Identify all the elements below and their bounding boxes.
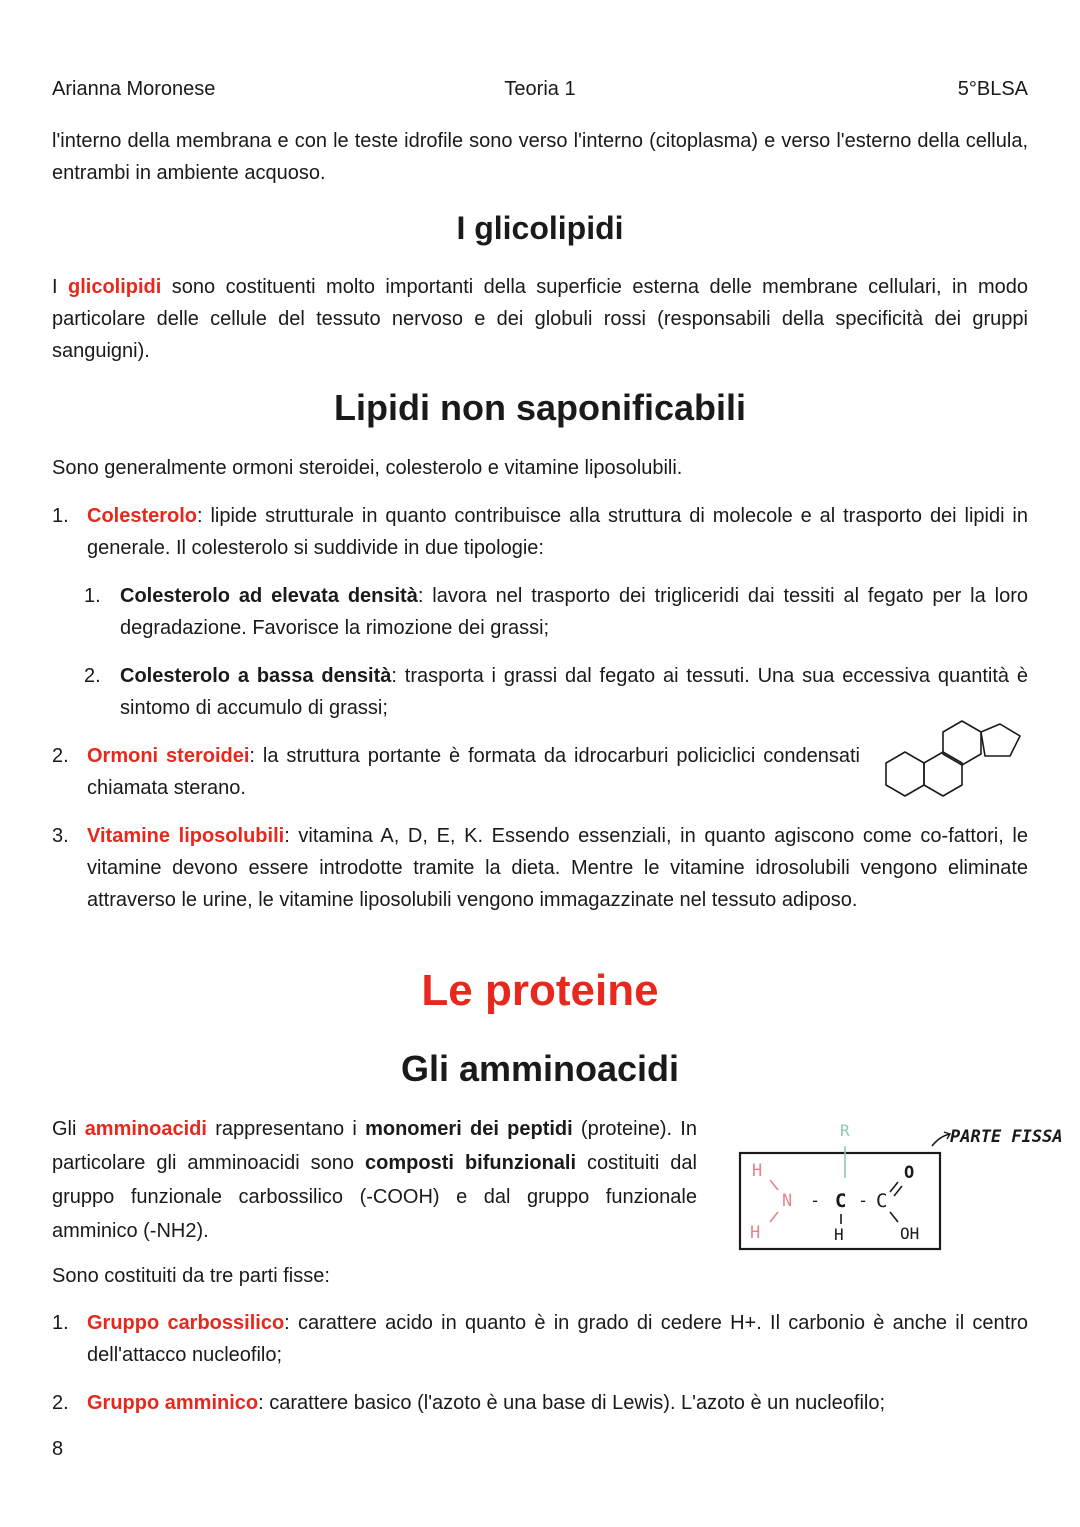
c-carboxyl-label: C [876,1190,888,1212]
proteine-item-2-num: 2. [52,1392,69,1414]
r-label: R [840,1121,850,1140]
sub-item-2-num: 2. [84,665,101,687]
carbossilico-text: : carattere acido in quanto è in grado di cedere H+. Il carbonio è anche il centro dell'attacco nucleofilo; [87,1312,1028,1366]
glicolipidi-p-start: I [52,276,68,298]
h-top-label: H [752,1161,763,1181]
amminoacidi-p1-mid: rappresentano i [206,1118,366,1140]
lipidi-item-3 [87,820,1028,916]
h-bottom-label: H [750,1223,761,1243]
lipidi-item-2-num: 2. [52,745,69,767]
hdl-term: Colesterolo ad elevata densità [120,585,418,607]
vitamine-term: Vitamine liposolubili [87,825,285,847]
amino-acid-structure-drawing [736,1118,1070,1254]
lipidi-item-1-num: 1. [52,505,69,527]
ormoni-term: Ormoni steroidei [87,745,250,767]
header-author: Arianna Moronese [52,78,216,100]
sub-item-1-num: 1. [84,585,101,607]
h-bottom-bond [770,1212,778,1222]
ldl-text: : trasporta i grassi dal fegato ai tessuti. Una sua eccessiva quantità è sintomo di accumulo di grassi; [120,665,1028,719]
monomeri-bold: monomeri dei peptidi [365,1118,573,1140]
amminoacidi-paragraph [52,1112,697,1248]
lipidi-intro: Sono generalmente ormoni steroidei, colesterolo e vitamine liposolubili. [52,457,683,479]
h-alpha-label: H [834,1225,844,1244]
sub-item-1 [120,580,1028,644]
lipidi-item-1 [87,500,1028,564]
sterane-ring-b [924,752,962,796]
header-title: Teoria 1 [504,78,576,100]
proteine-item-1 [87,1307,1028,1371]
double-bond-a [890,1182,898,1192]
dash-2: - [858,1191,869,1211]
tre-parti-intro: Sono costituiti da tre parti fisse: [52,1265,330,1287]
vitamine-text: : vitamina A, D, E, K. Essendo essenziali, in quanto agiscono come co-fattori, le vitamine devono essere introdotte tramite la dieta. Mentre le vitamine idrosolubili vengono eliminate attraverso le urine, le vitamine liposolubili vengono immagazzinate nel tessuto adiposo. [87,825,1028,911]
carbossilico-term: Gruppo carbossilico [87,1312,285,1334]
amminico-text: : carattere basico (l'azoto è una base di Lewis). L'azoto è un nucleofilo; [258,1392,886,1414]
page-number: 8 [52,1438,64,1460]
heading-proteine: Le proteine [421,966,659,1015]
sterane-ring-a [886,752,924,796]
header-class: 5°BLSA [957,78,1028,100]
ormoni-text: : la struttura portante è formata da idrocarburi policiclici condensati chiamata sterano. [87,745,861,799]
proteine-item-2 [87,1387,1028,1419]
amminoacidi-p1-mid2: (proteine). In particolare gli amminoacidi sono [52,1118,697,1174]
o-label: O [904,1163,915,1183]
ldl-term: Colesterolo a bassa densità [120,665,392,687]
h-top-bond [770,1180,778,1190]
glicolipidi-p-rest: sono costituenti molto importanti della superficie esterna delle membrane cellulari, in modo particolare delle cellule del tessuto nervoso e dei globuli rossi (responsabili della specificità dei gruppi sanguigni). [52,276,1028,362]
oh-label: OH [900,1224,920,1243]
intro-paragraph: l'interno della membrana e con le teste idrofile sono verso l'interno (citoplasma) e verso l'esterno della cellula, entrambi in ambiente acquoso. [52,130,1028,184]
amminoacidi-p1: Gli [52,1118,85,1140]
c-alpha-label: C [835,1190,847,1212]
lipidi-item-2 [87,740,860,804]
heading-lipidi: Lipidi non saponificabili [334,387,746,428]
bifunzionali-bold: composti bifunzionali [365,1152,577,1174]
colesterolo-term: Colesterolo [87,505,198,527]
arrow-to-label [932,1134,950,1146]
sterane-ring-c [943,721,981,765]
sterane-structure-drawing [880,708,1030,800]
lipidi-item-3-num: 3. [52,825,69,847]
amminoacidi-p1-end: costituiti dal gruppo funzionale carbossilico (-COOH) e dal gruppo funzionale amminico (-NH2). [52,1152,697,1242]
heading-amminoacidi: Gli amminoacidi [400,1048,680,1089]
amminoacidi-term: amminoacidi [84,1118,207,1140]
sterane-ring-d [981,724,1020,756]
glicolipidi-term: glicolipidi [68,276,162,298]
double-bond-b [894,1186,902,1196]
dash-1: - [810,1191,821,1211]
colesterolo-text: : lipide strutturale in quanto contribuisce alla struttura di molecole e al trasporto dei lipidi in generale. Il colesterolo si suddivide in due tipologie: [87,505,1028,559]
amminico-term: Gruppo amminico [87,1392,259,1414]
n-label: N [782,1191,793,1211]
parte-fissa-label: PARTE FISSA [950,1127,1063,1147]
oh-bond [890,1212,898,1222]
proteine-item-1-num: 1. [52,1312,69,1334]
glicolipidi-paragraph [52,271,1028,367]
heading-glicolipidi: I glicolipidi [456,210,624,246]
hdl-text: : lavora nel trasporto dei trigliceridi dai tessiti al fegato per la loro degradazione. Favorisce la rimozione dei grassi; [120,585,1028,639]
